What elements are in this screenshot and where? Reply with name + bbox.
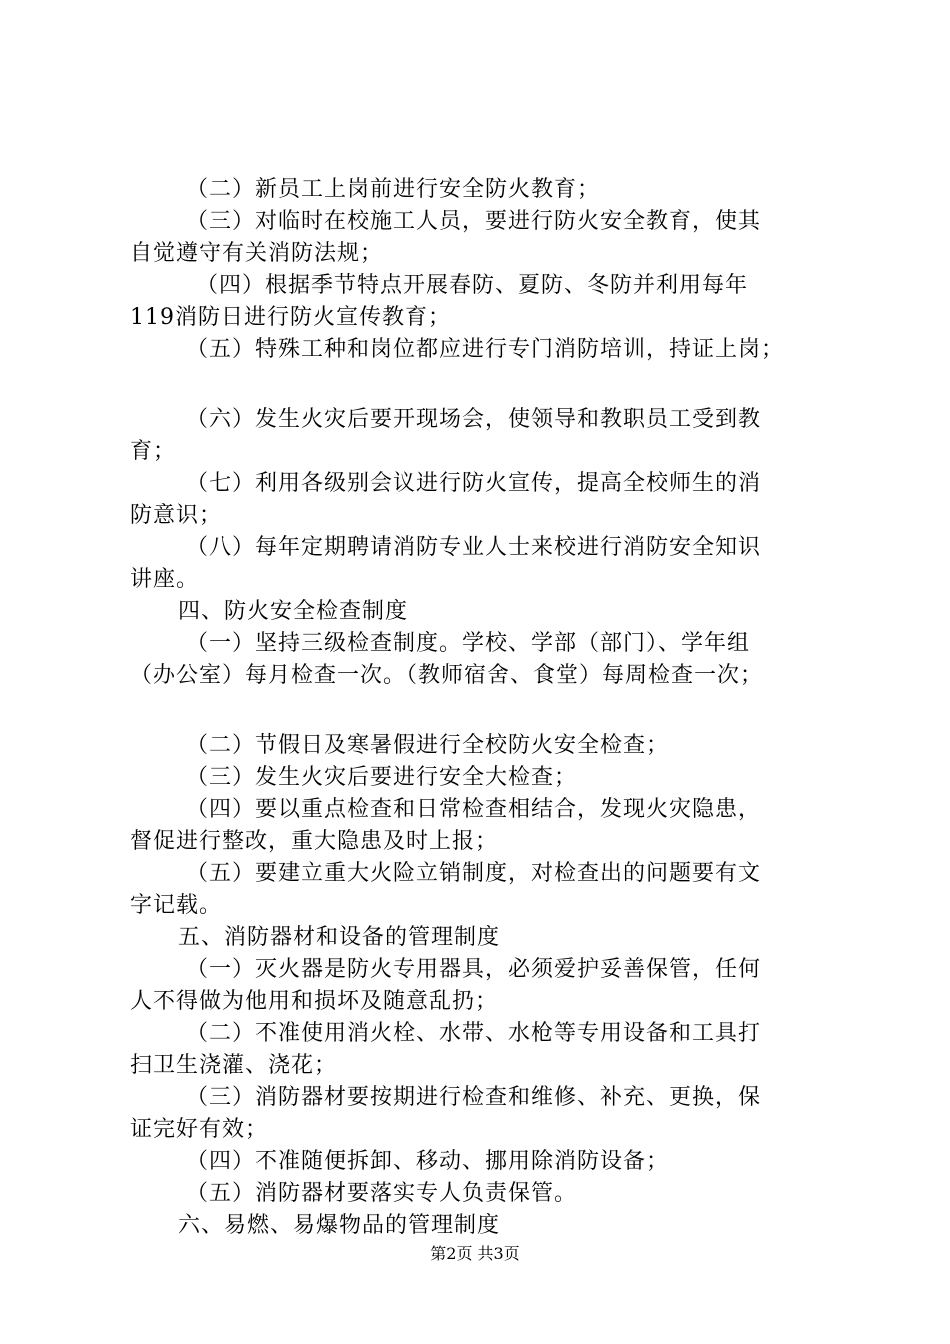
paragraph-line: （二）新员工上岗前进行安全防火教育； xyxy=(186,177,601,202)
paragraph-line: 119消防日进行防火宣传教育； xyxy=(130,305,451,330)
paragraph-line: （五）要建立重大火险立销制度，对检查出的问题要有文 xyxy=(186,861,762,886)
paragraph-line: （三）发生火灾后要进行安全大检查； xyxy=(186,765,578,790)
paragraph-line: （三）对临时在校施工人员，要进行防火安全教育，使其 xyxy=(186,209,762,234)
paragraph-line: 人不得做为他用和损坏及随意乱扔； xyxy=(130,989,499,1014)
paragraph-line: 扫卫生浇灌、浇花； xyxy=(130,1053,338,1078)
paragraph-line: （七）利用各级别会议进行防火宣传，提高全校师生的消 xyxy=(186,471,762,496)
paragraph-line: （五）特殊工种和岗位都应进行专门消防培训，持证上岗； xyxy=(186,337,785,362)
paragraph-line: 讲座。 xyxy=(130,567,200,592)
paragraph-line: （五）消防器材要落实专人负责保管。 xyxy=(186,1181,578,1206)
paragraph-line: 督促进行整改，重大隐患及时上报； xyxy=(130,829,499,854)
paragraph-line: 育； xyxy=(130,439,177,464)
section-heading: 六、易燃、易爆物品的管理制度 xyxy=(178,1213,501,1238)
paragraph-line: 字记载。 xyxy=(130,893,223,918)
paragraph-line: （四）要以重点检查和日常检查相结合，发现火灾隐患， xyxy=(186,797,762,822)
blank-line xyxy=(130,366,830,404)
document-body xyxy=(130,174,830,1242)
page-number-label: 第2页 共3页 xyxy=(430,1244,520,1263)
page-footer xyxy=(0,1244,950,1264)
paragraph-line: （三）消防器材要按期进行检查和维修、补充、更换，保 xyxy=(186,1085,762,1110)
paragraph-line: （四）不准随便拆卸、移动、挪用除消防设备； xyxy=(186,1149,670,1174)
paragraph-line: （一）坚持三级检查制度。学校、学部（部门）、学年组 xyxy=(186,631,751,656)
paragraph-line: 防意识； xyxy=(130,503,223,528)
paragraph-line: 证完好有效； xyxy=(130,1117,269,1142)
section-heading: 五、消防器材和设备的管理制度 xyxy=(178,925,501,950)
blank-line xyxy=(130,692,830,730)
paragraph-line: （四）根据季节特点开展春防、夏防、冬防并利用每年 xyxy=(196,273,749,298)
paragraph-line: （二）节假日及寒暑假进行全校防火安全检查； xyxy=(186,733,670,758)
paragraph-line: （六）发生火灾后要开现场会，使领导和教职员工受到教 xyxy=(186,407,762,432)
section-heading: 四、防火安全检查制度 xyxy=(178,599,409,624)
paragraph-line: （一）灭火器是防火专用器具，必须爱护妥善保管，任何 xyxy=(186,957,762,982)
paragraph-line: 自觉遵守有关消防法规； xyxy=(130,241,384,266)
paragraph-line: （八）每年定期聘请消防专业人士来校进行消防安全知识 xyxy=(186,535,762,560)
paragraph-line: （办公室）每月检查一次。（教师宿舍、食堂）每周检查一次； xyxy=(130,663,764,688)
paragraph-line: （二）不准使用消火栓、水带、水枪等专用设备和工具打 xyxy=(186,1021,762,1046)
